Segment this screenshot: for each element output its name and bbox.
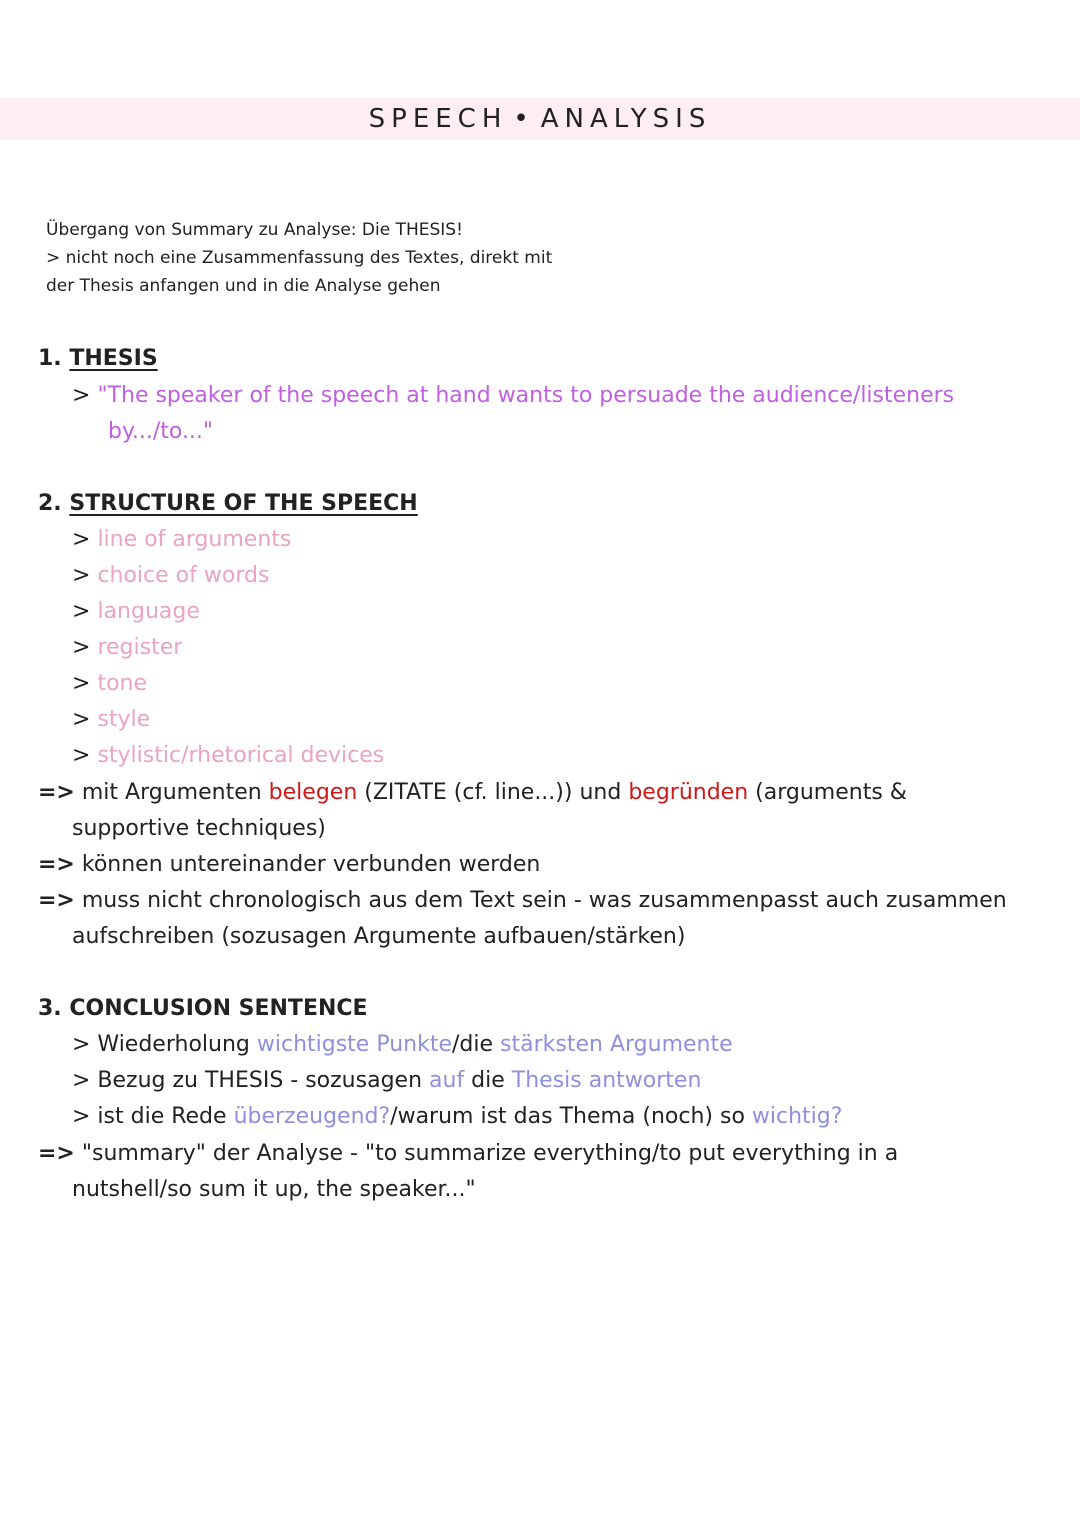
intro-line-1: Übergang von Summary zu Analyse: Die THESIS! <box>46 220 463 240</box>
structure-item: > choice of words <box>72 563 270 588</box>
section-2-heading <box>38 491 418 516</box>
arrow-marker: => <box>38 780 75 805</box>
title-part2: ANALYSIS <box>540 104 712 134</box>
thesis-quote-1: "The speaker of the speech at hand wants to persuade the audience/listeners <box>97 383 955 408</box>
section-1-heading <box>38 346 158 371</box>
section-3-title: CONCLUSION SENTENCE <box>69 996 368 1021</box>
note-chronologisch-cont: aufschreiben (sozusagen Argumente aufbauen/stärken) <box>72 924 686 949</box>
keyword-begruenden: begründen <box>628 780 749 805</box>
intro-line-3: der Thesis anfangen und in die Analyse gehen <box>46 276 441 296</box>
note-verbunden: => können untereinander verbunden werden <box>38 852 541 877</box>
title-dot: • <box>513 104 535 134</box>
section-3-heading <box>38 996 368 1021</box>
note-belegen: => mit Argumenten belegen (ZITATE (cf. line...)) und begründen (arguments & <box>38 780 907 805</box>
section-1-number: 1. <box>38 346 62 371</box>
summary-note-cont: nutshell/so sum it up, the speaker..." <box>72 1177 476 1202</box>
keyword-belegen: belegen <box>268 780 358 805</box>
conclusion-item-1: > Wiederholung wichtigste Punkte/die stärksten Argumente <box>72 1032 733 1057</box>
thesis-quote-line-1 <box>72 383 954 408</box>
conclusion-item-2: > Bezug zu THESIS - sozusagen auf die Thesis antworten <box>72 1068 702 1093</box>
section-2-title: STRUCTURE OF THE SPEECH <box>69 491 418 516</box>
title-part1: SPEECH <box>368 104 508 134</box>
note-chronologisch: => muss nicht chronologisch aus dem Text sein - was zusammenpasst auch zusammen <box>38 888 1007 913</box>
section-2-number: 2. <box>38 491 62 516</box>
thesis-quote-line-2: by.../to..." <box>108 419 214 444</box>
structure-item: > line of arguments <box>72 527 292 552</box>
section-1-title: THESIS <box>69 346 158 371</box>
structure-item: > stylistic/rhetorical devices <box>72 743 385 768</box>
structure-item: > style <box>72 707 151 732</box>
page-title <box>0 104 1080 134</box>
note-belegen-cont: supportive techniques) <box>72 816 326 841</box>
bullet-marker: > <box>72 383 91 408</box>
structure-item: > register <box>72 635 183 660</box>
section-3-number: 3. <box>38 996 62 1021</box>
intro-note <box>46 216 552 300</box>
conclusion-item-3: > ist die Rede überzeugend?/warum ist das Thema (noch) so wichtig? <box>72 1104 843 1129</box>
structure-item: > language <box>72 599 200 624</box>
summary-note: => "summary" der Analyse - "to summarize everything/to put everything in a <box>38 1141 899 1166</box>
intro-line-2: > nicht noch eine Zusammenfassung des Textes, direkt mit <box>46 248 553 268</box>
structure-item: > tone <box>72 671 148 696</box>
